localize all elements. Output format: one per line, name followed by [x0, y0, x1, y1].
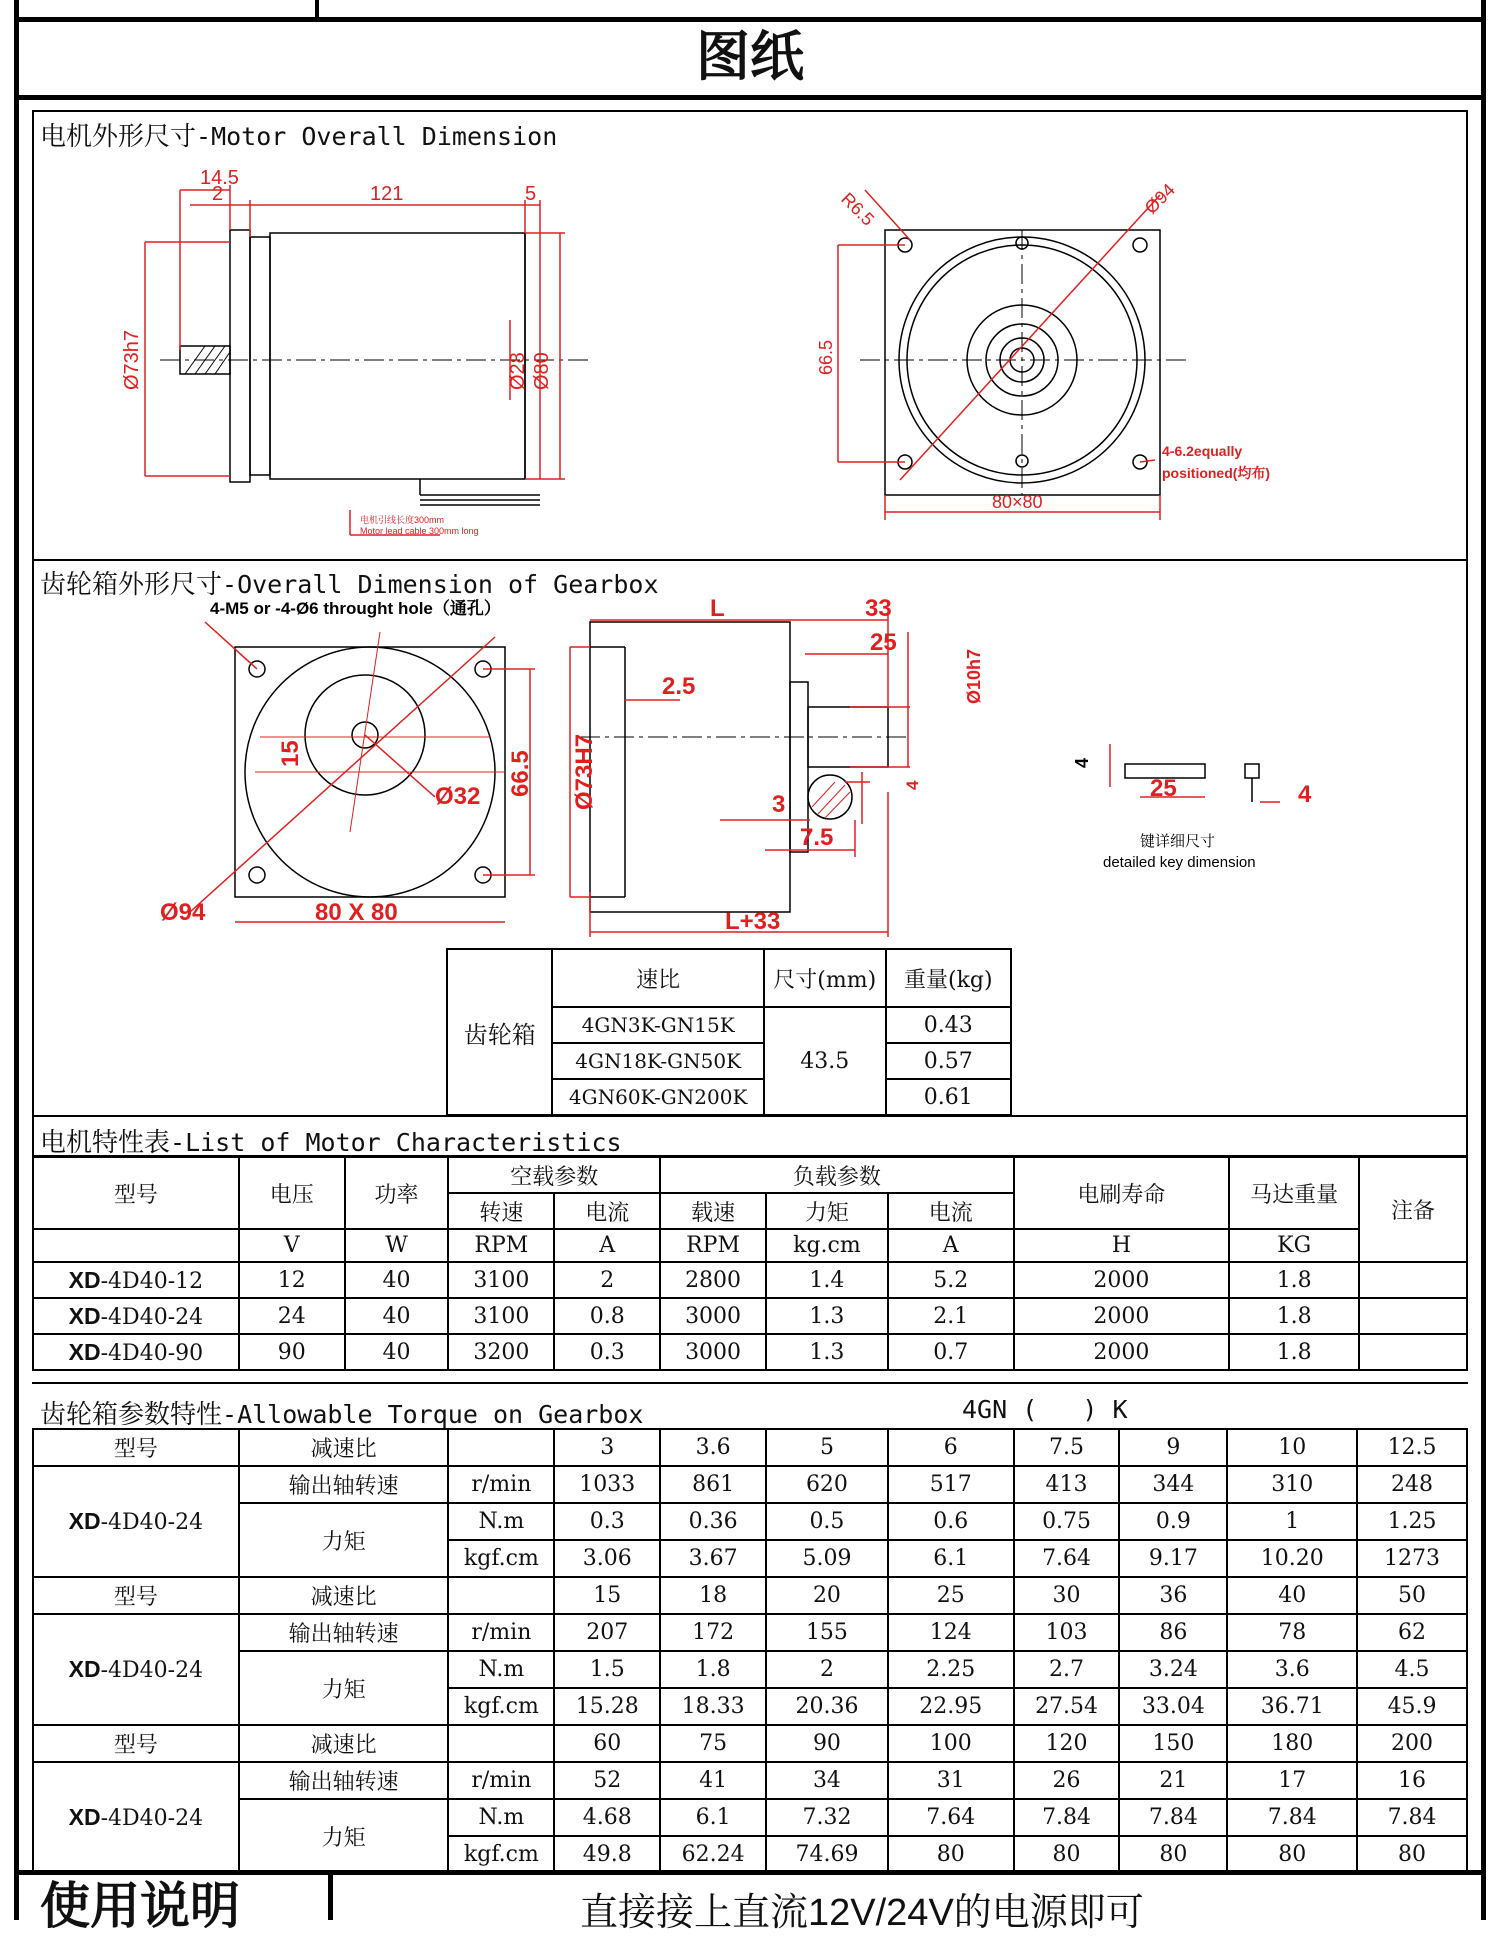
- usage-label: 使用说明: [40, 1878, 240, 1934]
- gearbox-drawing: [150, 592, 1350, 937]
- mc-cell: 40: [345, 1334, 449, 1370]
- mc-cell: 1.3: [766, 1298, 888, 1334]
- mc-model-cell: [33, 1262, 239, 1298]
- gearbox-side-view: [580, 622, 910, 927]
- torque-ratio-row: [33, 1429, 1467, 1466]
- torque-model-suffix: -4D40-24: [100, 1510, 204, 1535]
- torque-nm-cell: 0.36: [660, 1503, 766, 1540]
- mc-unit: RPM: [660, 1229, 766, 1262]
- motor-section-title: [40, 116, 557, 153]
- torque-label-torque: 力矩: [239, 1651, 449, 1725]
- torque-kgf-cell: 80: [1227, 1836, 1357, 1873]
- torque-rows: [33, 1429, 1467, 1873]
- usage-text: 直接接上直流12V/24V的电源即可: [580, 1892, 1144, 1934]
- torque-nm-cell: 1.25: [1357, 1503, 1467, 1540]
- torque-nm-cell: 0.9: [1119, 1503, 1227, 1540]
- torque-model-prefix: XD: [68, 1508, 101, 1534]
- torque-speed-cell: 26: [1014, 1762, 1120, 1799]
- mc-cell: 3100: [448, 1298, 554, 1334]
- motor-char-title-cn: 电机特性表: [40, 1128, 171, 1158]
- mc-header-voltage: 电压: [239, 1157, 345, 1229]
- torque-kgf-cell: 49.8: [554, 1836, 660, 1873]
- mc-cell: 3200: [448, 1334, 554, 1370]
- torque-label-model: 型号: [33, 1577, 239, 1614]
- torque-model-cell: [33, 1466, 239, 1577]
- torque-kgf-cell: 10.20: [1227, 1540, 1357, 1577]
- key-dim-25: 25: [1150, 775, 1177, 802]
- torque-ratio-cell: 6: [888, 1429, 1014, 1466]
- torque-nm-row: [33, 1651, 1467, 1688]
- dim-14-5: 14.5: [200, 167, 239, 189]
- motor-front-view: [860, 230, 1190, 495]
- mc-cell: 2000: [1014, 1262, 1230, 1298]
- torque-kgf-cell: 62.24: [660, 1836, 766, 1873]
- torque-speed-cell: 16: [1357, 1762, 1467, 1799]
- mc-cell: 1.4: [766, 1262, 888, 1298]
- torque-nm-cell: 0.5: [766, 1503, 888, 1540]
- torque-speed-cell: 861: [660, 1466, 766, 1503]
- torque-kgf-cell: 80: [888, 1836, 1014, 1873]
- holes-note-cn: positioned(均布): [1162, 465, 1271, 481]
- torque-ratio-cell: 3: [554, 1429, 660, 1466]
- torque-nm-cell: 7.84: [1357, 1799, 1467, 1836]
- torque-ratio-cell: 36: [1119, 1577, 1227, 1614]
- torque-kgf-cell: 36.71: [1227, 1688, 1357, 1725]
- top-divider: [315, 0, 319, 22]
- torque-ratio-cell: 90: [766, 1725, 888, 1762]
- torque-nm-cell: 7.84: [1227, 1799, 1357, 1836]
- mc-cell: 1.8: [1229, 1298, 1359, 1334]
- torque-nm-row: [33, 1503, 1467, 1540]
- motor-section-title-en: -Motor Overall Dimension: [196, 122, 558, 151]
- mc-cell: 2800: [660, 1262, 766, 1298]
- gb-dim-d32: Ø32: [435, 783, 481, 810]
- torque-ratio-cell: 180: [1227, 1725, 1357, 1762]
- mc-model-suffix: -4D40-90: [100, 1340, 204, 1366]
- torque-unit-blank: [448, 1725, 554, 1762]
- mc-note-cell: [1359, 1262, 1467, 1298]
- torque-kgf-cell: 33.04: [1119, 1688, 1227, 1725]
- mc-model-prefix: XD: [68, 1302, 101, 1329]
- torque-label-model: 型号: [33, 1429, 239, 1466]
- torque-speed-cell: 310: [1227, 1466, 1357, 1503]
- gb-dim-2-5: 2.5: [662, 673, 696, 700]
- mc-header-speed: 转速: [448, 1193, 554, 1229]
- mc-header-current: 电流: [554, 1193, 660, 1229]
- torque-model-prefix: XD: [68, 1804, 101, 1830]
- dim-2: 2: [212, 183, 224, 205]
- mc-header-torque: 力矩: [766, 1193, 888, 1229]
- motor-section-title-cn: 电机外形尺寸: [40, 122, 197, 152]
- torque-ratio-cell: 9: [1119, 1429, 1227, 1466]
- torque-label-torque: 力矩: [239, 1503, 449, 1577]
- torque-ratio-cell: 15: [554, 1577, 660, 1614]
- mc-header-note: 注备: [1359, 1157, 1467, 1262]
- torque-kgf-cell: 7.64: [1014, 1540, 1120, 1577]
- key-detail-dimensions: [1110, 744, 1280, 802]
- torque-speed-cell: 413: [1014, 1466, 1120, 1503]
- torque-nm-cell: 7.64: [888, 1799, 1014, 1836]
- torque-nm-cell: 2: [766, 1651, 888, 1688]
- gb-dim-25: 25: [870, 629, 897, 656]
- torque-speed-cell: 21: [1119, 1762, 1227, 1799]
- gearbox-torque-table: [32, 1428, 1468, 1874]
- torque-unit-rpm: r/min: [448, 1614, 554, 1651]
- torque-speed-cell: 17: [1227, 1762, 1357, 1799]
- gb-dim-L-plus-33: L+33: [725, 908, 781, 935]
- torque-speed-cell: 86: [1119, 1614, 1227, 1651]
- torque-kgf-cell: 80: [1119, 1836, 1227, 1873]
- torque-ratio-cell: 3.6: [660, 1429, 766, 1466]
- gb-table-header-ratio: 速比: [552, 949, 763, 1007]
- mc-unit: KG: [1229, 1229, 1359, 1262]
- mc-model-suffix: -4D40-12: [100, 1268, 204, 1294]
- torque-nm-cell: 4.5: [1357, 1651, 1467, 1688]
- key-detail-en: detailed key dimension: [1103, 854, 1256, 871]
- mc-cell: 5.2: [888, 1262, 1014, 1298]
- torque-speed-cell: 124: [888, 1614, 1014, 1651]
- mc-unit: W: [345, 1229, 449, 1262]
- torque-ratio-cell: 18: [660, 1577, 766, 1614]
- dim-80x80: 80×80: [992, 492, 1043, 512]
- torque-nm-cell: 2.7: [1014, 1651, 1120, 1688]
- gearbox-section-title-en: -Overall Dimension of Gearbox: [222, 570, 659, 599]
- mc-unit: RPM: [448, 1229, 554, 1262]
- torque-kgf-cell: 5.09: [766, 1540, 888, 1577]
- gb-dim-d73H7: Ø73H7: [571, 733, 598, 810]
- cable-note-cn: 电机引线长度300mm: [360, 515, 445, 525]
- torque-speed-cell: 248: [1357, 1466, 1467, 1503]
- mc-cell: 3100: [448, 1262, 554, 1298]
- mc-header-load-current: 电流: [888, 1193, 1014, 1229]
- dim-66-5: 66.5: [816, 339, 836, 375]
- torque-speed-cell: 172: [660, 1614, 766, 1651]
- torque-unit-blank: [448, 1429, 554, 1466]
- torque-ratio-cell: 120: [1014, 1725, 1120, 1762]
- torque-speed-cell: 155: [766, 1614, 888, 1651]
- gearbox-front-dimensions: [190, 622, 535, 922]
- torque-speed-cell: 41: [660, 1762, 766, 1799]
- gb-table-ratio: 4GN3K-GN15K: [552, 1007, 763, 1043]
- gb-dim-3: 3: [772, 791, 786, 818]
- torque-label-out-speed: 输出轴转速: [239, 1466, 449, 1503]
- torque-nm-cell: 1.8: [660, 1651, 766, 1688]
- torque-ratio-cell: 100: [888, 1725, 1014, 1762]
- torque-speed-row: [33, 1466, 1467, 1503]
- gb-table-weight: 0.61: [886, 1079, 1011, 1115]
- dim-r6-5: R6.5: [837, 188, 879, 230]
- torque-unit-blank: [448, 1577, 554, 1614]
- bottom-divider: [328, 1875, 333, 1920]
- gb-table-ratio: 4GN18K-GN50K: [552, 1043, 763, 1079]
- torque-ratio-cell: 200: [1357, 1725, 1467, 1762]
- torque-nm-cell: 3.24: [1119, 1651, 1227, 1688]
- torque-nm-cell: 0.75: [1014, 1503, 1120, 1540]
- torque-unit-rpm: r/min: [448, 1466, 554, 1503]
- torque-unit-kgf: kgf.cm: [448, 1836, 554, 1873]
- torque-model-prefix: XD: [68, 1656, 101, 1682]
- mc-model-cell: [33, 1334, 239, 1370]
- gb-dim-33: 33: [865, 595, 892, 622]
- torque-nm-cell: 3.6: [1227, 1651, 1357, 1688]
- torque-nm-row: [33, 1799, 1467, 1836]
- mc-unit: V: [239, 1229, 345, 1262]
- torque-ratio-cell: 7.5: [1014, 1429, 1120, 1466]
- mc-header-power: 功率: [345, 1157, 449, 1229]
- gb-dim-L: L: [710, 595, 725, 622]
- torque-model-cell: [33, 1614, 239, 1725]
- torque-unit-nm: N.m: [448, 1799, 554, 1836]
- mc-header-brush: 电刷寿命: [1014, 1157, 1230, 1229]
- torque-speed-cell: 31: [888, 1762, 1014, 1799]
- gb-table-header-size: 尺寸(mm): [764, 949, 886, 1007]
- gb-dim-66-5: 66.5: [507, 750, 534, 797]
- mc-cell: 0.3: [554, 1334, 660, 1370]
- mc-cell: 40: [345, 1262, 449, 1298]
- gearbox-weight-table: [446, 948, 1012, 1116]
- torque-nm-cell: 6.1: [660, 1799, 766, 1836]
- torque-label-torque: 力矩: [239, 1799, 449, 1873]
- mc-table-row: [33, 1334, 1467, 1370]
- page-title: 图纸: [696, 25, 804, 88]
- torque-nm-cell: 2.25: [888, 1651, 1014, 1688]
- torque-speed-row: [33, 1614, 1467, 1651]
- mc-header-model: 型号: [33, 1157, 239, 1229]
- torque-ratio-cell: 30: [1014, 1577, 1120, 1614]
- torque-speed-cell: 103: [1014, 1614, 1120, 1651]
- mc-cell: 2.1: [888, 1298, 1014, 1334]
- gb-dim-15: 15: [277, 740, 304, 767]
- gb-dim-80x80: 80 X 80: [315, 899, 398, 926]
- torque-ratio-cell: 5: [766, 1429, 888, 1466]
- motor-drawing: [120, 160, 1370, 560]
- torque-title-box: [32, 1382, 1468, 1388]
- mc-unit: A: [888, 1229, 1014, 1262]
- gb-table-ratio: 4GN60K-GN200K: [552, 1079, 763, 1115]
- torque-speed-cell: 62: [1357, 1614, 1467, 1651]
- mc-model-suffix: -4D40-24: [100, 1304, 204, 1330]
- torque-speed-cell: 207: [554, 1614, 660, 1651]
- torque-ratio-cell: 75: [660, 1725, 766, 1762]
- top-border-strip: [14, 0, 1486, 22]
- torque-label-out-speed: 输出轴转速: [239, 1762, 449, 1799]
- torque-kgf-cell: 80: [1357, 1836, 1467, 1873]
- motor-char-title: [40, 1122, 622, 1159]
- mc-cell: 2: [554, 1262, 660, 1298]
- torque-unit-kgf: kgf.cm: [448, 1688, 554, 1725]
- mc-header-load: 负载参数: [660, 1157, 1013, 1193]
- torque-ratio-cell: 50: [1357, 1577, 1467, 1614]
- mc-note-cell: [1359, 1298, 1467, 1334]
- mc-header-weight: 马达重量: [1229, 1157, 1359, 1229]
- mc-model-prefix: XD: [68, 1338, 101, 1365]
- torque-kgf-cell: 27.54: [1014, 1688, 1120, 1725]
- torque-speed-cell: 34: [766, 1762, 888, 1799]
- torque-ratio-row: [33, 1725, 1467, 1762]
- torque-model-suffix: -4D40-24: [100, 1658, 204, 1683]
- torque-title-en: -Allowable Torque on Gearbox: [222, 1400, 644, 1429]
- mc-model-cell: [33, 1298, 239, 1334]
- mc-cell: 1.8: [1229, 1262, 1359, 1298]
- motor-char-title-en: -List of Motor Characteristics: [170, 1128, 622, 1157]
- torque-speed-row: [33, 1762, 1467, 1799]
- gb-dim-d10h7: Ø10h7: [964, 648, 984, 704]
- torque-speed-cell: 517: [888, 1466, 1014, 1503]
- torque-speed-cell: 78: [1227, 1614, 1357, 1651]
- torque-nm-cell: 0.3: [554, 1503, 660, 1540]
- torque-ratio-cell: 60: [554, 1725, 660, 1762]
- torque-speed-cell: 344: [1119, 1466, 1227, 1503]
- torque-ratio-cell: 25: [888, 1577, 1014, 1614]
- dim-d73h7: Ø73h7: [121, 329, 143, 390]
- dim-5: 5: [525, 183, 537, 205]
- gb-table-size: 43.5: [764, 1007, 886, 1115]
- torque-nm-cell: 1.5: [554, 1651, 660, 1688]
- torque-title: [40, 1394, 643, 1431]
- torque-label-ratio: 减速比: [239, 1429, 449, 1466]
- mc-cell: 0.8: [554, 1298, 660, 1334]
- torque-kgf-cell: 9.17: [1119, 1540, 1227, 1577]
- mc-table-row: [33, 1298, 1467, 1334]
- torque-nm-cell: 7.84: [1014, 1799, 1120, 1836]
- torque-label-model: 型号: [33, 1725, 239, 1762]
- mc-cell: 1.3: [766, 1334, 888, 1370]
- torque-model-suffix: -4D40-24: [100, 1806, 204, 1831]
- mc-header-noload: 空载参数: [448, 1157, 660, 1193]
- dim-d80: Ø80: [531, 352, 553, 390]
- mc-note-cell: [1359, 1334, 1467, 1370]
- mc-unit-blank: [33, 1229, 239, 1262]
- mc-cell: 2000: [1014, 1298, 1230, 1334]
- torque-kgf-cell: 3.06: [554, 1540, 660, 1577]
- torque-label-ratio: 减速比: [239, 1577, 449, 1614]
- torque-kgf-cell: 1273: [1357, 1540, 1467, 1577]
- torque-unit-kgf: kgf.cm: [448, 1540, 554, 1577]
- torque-ratio-cell: 20: [766, 1577, 888, 1614]
- dim-121: 121: [370, 183, 404, 205]
- torque-ratio-cell: 40: [1227, 1577, 1357, 1614]
- torque-kgf-cell: 45.9: [1357, 1688, 1467, 1725]
- mc-units-row: [33, 1229, 1467, 1262]
- key-dim-4b: 4: [1298, 781, 1312, 808]
- mc-table-row: [33, 1262, 1467, 1298]
- mc-unit: H: [1014, 1229, 1230, 1262]
- torque-nm-cell: 7.84: [1119, 1799, 1227, 1836]
- holes-note-en: 4-6.2equally: [1162, 443, 1243, 459]
- gb-dim-d94: Ø94: [160, 899, 206, 926]
- torque-label-out-speed: 输出轴转速: [239, 1614, 449, 1651]
- dim-d94: Ø94: [1140, 179, 1179, 218]
- mc-cell: 3000: [660, 1298, 766, 1334]
- gearbox-section-title-cn: 齿轮箱外形尺寸: [40, 570, 223, 600]
- gb-table-weight: 0.43: [886, 1007, 1011, 1043]
- torque-model-code: 4GN ( ) K: [962, 1395, 1128, 1424]
- torque-kgf-cell: 74.69: [766, 1836, 888, 1873]
- mc-data-rows: [33, 1262, 1467, 1370]
- gb-table-weight: 0.57: [886, 1043, 1011, 1079]
- torque-unit-rpm: r/min: [448, 1762, 554, 1799]
- mc-cell: 12: [239, 1262, 345, 1298]
- mc-header-load-speed: 载速: [660, 1193, 766, 1229]
- torque-unit-nm: N.m: [448, 1503, 554, 1540]
- mc-cell: 90: [239, 1334, 345, 1370]
- mc-cell: 40: [345, 1298, 449, 1334]
- mc-cell: 1.8: [1229, 1334, 1359, 1370]
- mc-unit: kg.cm: [766, 1229, 888, 1262]
- gb-table-header-weight: 重量(kg): [886, 949, 1011, 1007]
- torque-kgf-cell: 15.28: [554, 1688, 660, 1725]
- torque-kgf-cell: 20.36: [766, 1688, 888, 1725]
- motor-lead-cable: [420, 479, 540, 505]
- cable-note-en: Motor lead cable 300mm long: [360, 526, 479, 536]
- torque-nm-cell: 0.6: [888, 1503, 1014, 1540]
- torque-kgf-cell: 18.33: [660, 1688, 766, 1725]
- torque-label-ratio: 减速比: [239, 1725, 449, 1762]
- key-dim-4: 4: [1072, 757, 1092, 768]
- torque-speed-cell: 52: [554, 1762, 660, 1799]
- torque-kgf-cell: 80: [1014, 1836, 1120, 1873]
- gearbox-side-dimensions: [570, 612, 910, 937]
- gb-holes-note: 4-M5 or -4-Ø6 throught hole（通孔）: [210, 599, 501, 618]
- torque-nm-cell: 4.68: [554, 1799, 660, 1836]
- torque-kgf-cell: 22.95: [888, 1688, 1014, 1725]
- mc-cell: 0.7: [888, 1334, 1014, 1370]
- torque-kgf-cell: 3.67: [660, 1540, 766, 1577]
- mc-cell: 3000: [660, 1334, 766, 1370]
- mc-cell: 24: [239, 1298, 345, 1334]
- mc-unit: A: [554, 1229, 660, 1262]
- gb-table-label: 齿轮箱: [447, 949, 552, 1115]
- torque-ratio-cell: 12.5: [1357, 1429, 1467, 1466]
- key-detail-cn: 键详细尺寸: [1140, 833, 1216, 850]
- mc-cell: 2000: [1014, 1334, 1230, 1370]
- torque-ratio-cell: 10: [1227, 1429, 1357, 1466]
- gb-dim-4: 4: [903, 780, 922, 790]
- dim-d28: Ø28: [507, 352, 529, 390]
- gearbox-key-hatch: [812, 782, 850, 818]
- torque-ratio-row: [33, 1577, 1467, 1614]
- gb-dim-7-5: 7.5: [800, 824, 834, 851]
- torque-ratio-cell: 150: [1119, 1725, 1227, 1762]
- torque-unit-nm: N.m: [448, 1651, 554, 1688]
- torque-speed-cell: 620: [766, 1466, 888, 1503]
- torque-title-cn: 齿轮箱参数特性: [40, 1400, 223, 1430]
- torque-nm-cell: 7.32: [766, 1799, 888, 1836]
- torque-speed-cell: 1033: [554, 1466, 660, 1503]
- torque-nm-cell: 1: [1227, 1503, 1357, 1540]
- motor-characteristics-table: [32, 1156, 1468, 1371]
- torque-kgf-cell: 6.1: [888, 1540, 1014, 1577]
- torque-model-cell: [33, 1762, 239, 1873]
- mc-model-prefix: XD: [68, 1266, 101, 1293]
